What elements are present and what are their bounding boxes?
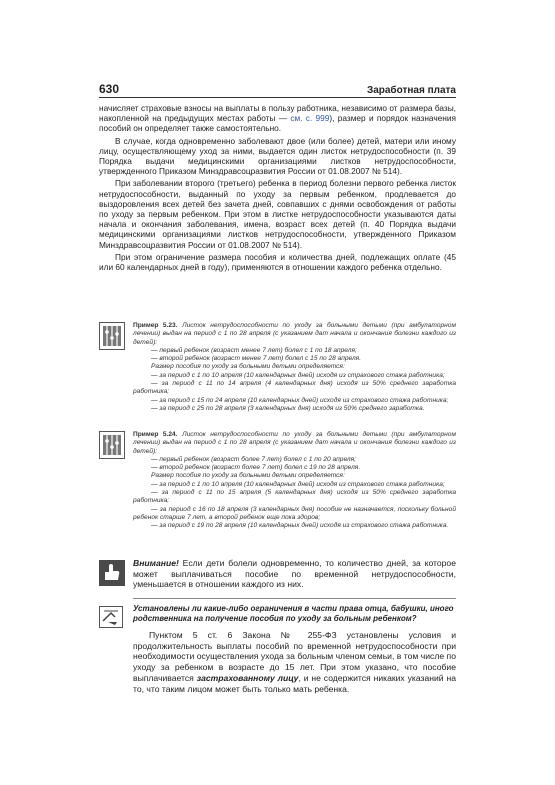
question-icon [99,606,123,628]
example-child: — первый ребенок (возраст более 7 лет) болел с 1 по 20 апреля; [151,455,356,463]
body-text [99,103,456,272]
page-header [99,82,456,98]
paragraph-2: В случае, когда одновременно заболевают двое (или более) детей, матери или иному лицу, осуществляющему уход за ними, выдается один листок нетрудоспособности (п. 39 Порядка выдачи медицинскими организациями листков нетрудоспособности, утвержденного Приказом Минздравсоцразвития России от 01.08.2007 № 514). [99,135,456,177]
example-size-intro: Размер пособия по уходу за больными детьми определяется: [151,472,345,480]
answer-emphasis: застрахованному лицу [196,672,299,683]
question-answer [99,604,456,694]
abacus-icon [99,431,125,459]
example-child: — первый ребенок (возраст менее 7 лет) болел с 1 по 18 апреля; [151,346,357,354]
example-period: — за период с 11 по 14 апреля (4 календарных дня) исходя из 50% среднего заработка работника; [133,380,456,396]
paragraph-3: При заболевании второго (третьего) ребенка в период болезни первого ребенка листок нетрудоспособности, выданный по уходу за первым ребенком, продлевается до выздоровления всех детей без зачета дней, совпавших с днями освобождения от работы по уходу за первым ребенком. При этом в листке нетрудоспособности указываются даты начала и окончания заболевания, имена, возраст всех детей (п. 40 Порядка выдачи медицинскими организациями листков нетрудоспособности, утвержденного Приказом Минздравсоцразвития России от 01.08.2007 № 514). [99,178,456,250]
pointing-hand-icon [99,560,125,586]
attention-note [99,558,456,598]
example-period: — за период с 25 по 28 апреля (3 календарных дня) исходя из 50% среднего заработка. [151,404,425,412]
answer-text: Пунктом 5 ст. 6 Закона № 255-ФЗ установлены условия и продолжительность выплаты пособий по временной нетрудоспособности при необходимости осуществления ухода за больным членом семьи, в том числе по уходу за ребенком в возрасте до 15 лет. При этом указано, что пособие выплачивается застрахованному лицу, и не содержится никаких указаний на то, что таким лицом может быть только мать ребенка. [133,630,456,694]
note-separator [133,598,456,599]
header-rule [99,97,456,98]
note-text: Внимание! Если дети болели одновременно, то количество дней, за которое может выплачиваться пособие по временной нетрудоспособности, уменьшается в отношении каждого из них. [133,558,456,590]
example-title: Пример 5.24. [133,431,178,438]
example-lead: Пример 5.23. Листок нетрудоспособности по уходу за больными детьми (при амбулаторном лечении) выдан на период с 1 по 28 апреля (с указанием дат начала и окончания болезни каждого из детей): [133,322,456,346]
example-size-intro: Размер пособия по уходу за больными детьми определяется: [151,363,345,371]
example-child: — второй ребенок (возраст менее 7 лет) болел с 15 по 28 апреля. [151,355,362,363]
running-title: Заработная плата [366,85,456,96]
example-period: — за период с 19 по 28 апреля (10 календарных дней) исходя из страхового стажа работника. [151,522,449,530]
example-period: — за период с 1 по 10 апреля (10 календарных дней) исходя из страхового стажа работника; [151,371,445,379]
example-period: — за период с 11 по 15 апреля (5 календарных дня) исходя из 50% среднего заработка работника; [133,489,456,505]
example-title: Пример 5.23. [133,322,178,329]
page-link[interactable]: см. с. 999 [290,113,330,124]
example-period: — за период с 16 по 18 апреля (3 календарных дня) пособие не назначается, поскольку больной ребенок старше 7 лет, а второй ребенок еще пока здоров; [133,505,456,521]
paragraph-1: начисляет страховые взносы на выплаты в пользу работника, независимо от размера базы, накопленной на предыдущих местах работы — см. с. 999), размер и порядок назначения пособий он определяет также самостоятельно. [99,103,456,134]
page-number: 630 [99,82,120,96]
question-text: Установлены ли какие-либо ограничения в части права отца, бабушки, иного родственника на получение пособия по уходу за больным ребенком? [133,604,454,623]
example-period: — за период с 15 по 24 апреля (10 календарных дней) исходя из страхового стажа работника; [151,396,449,404]
paragraph-4: При этом ограничение размера пособия и количества дней, подлежащих оплате (45 или 60 календарных дней в году), применяются в отношении каждого ребенка отдельно. [99,251,456,273]
abacus-icon [99,322,125,350]
example-lead: Пример 5.24. Листок нетрудоспособности по уходу за больными детьми (при амбулаторном лечении) выдан на период с 1 по 28 апреля (с указанием дат начала и окончания болезни каждого из детей): [133,431,456,455]
example-child: — второй ребенок (возраст более 7 лет) болел с 19 по 28 апреля. [151,464,361,472]
example-period: — за период с 1 по 10 апреля (10 календарных дней) исходя из страхового стажа работника; [151,480,445,488]
note-lead: Внимание! [133,558,179,568]
